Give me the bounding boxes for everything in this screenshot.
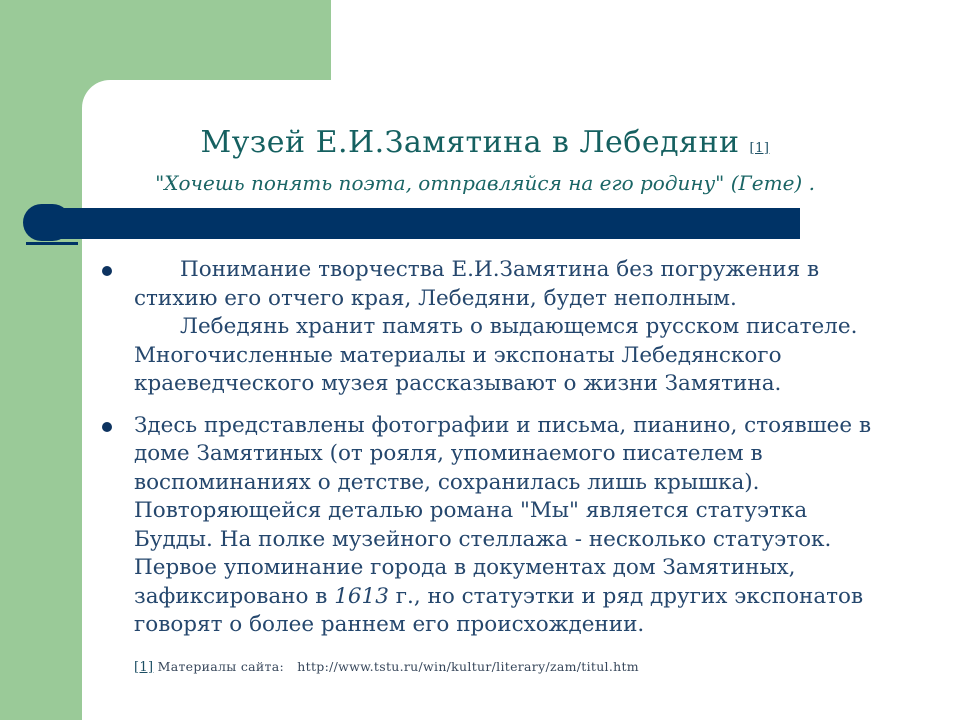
bullet-text-segment: г., но статуэтки и ряд других экспонатов говорят о более раннем его происхождении.	[134, 583, 864, 637]
bullet-icon	[102, 266, 112, 276]
bullet-paragraph	[134, 412, 892, 640]
footnote-ref[interactable]: [1]	[134, 660, 154, 675]
footnote	[134, 659, 639, 675]
footnote-url: http://www.tstu.ru/win/kultur/literary/zam/titul.htm	[297, 659, 639, 674]
bullet-text-segment: Здесь представлены фотографии и письма, пианино, стоявшее в доме Замятиных (от рояля, упоминаемого писателем в воспоминаниях о детстве, сохранилась лишь крышка). Повторяющейся деталью романа "Мы" является статуэтка Будды. На полке музейного стеллажа - несколько статуэток. Первое упоминание города в документах дом Замятиных, зафиксировано в	[134, 412, 872, 609]
bullet-icon	[102, 422, 112, 432]
bullet-item	[100, 256, 892, 399]
title-footnote-ref[interactable]: [1]	[749, 141, 770, 156]
bullet-paragraph: Понимание творчества Е.И.Замятина без погружения в стихию его отчего края, Лебедяни, будет неполным.	[134, 257, 820, 311]
title-block	[90, 126, 880, 195]
slide-title	[90, 126, 880, 166]
accent-bar-underline	[26, 242, 78, 245]
bullet-list	[100, 256, 892, 653]
slide-subtitle: "Хочешь понять поэта, отправляйся на его родину" (Гете) .	[155, 171, 815, 195]
footnote-label: Материалы сайта:	[157, 659, 284, 674]
bullet-item	[100, 412, 892, 640]
bullet-text-year: 1613	[334, 583, 389, 609]
accent-bar	[42, 208, 800, 239]
bullet-paragraph: Лебедянь хранит память о выдающемся русском писателе. Многочисленные материалы и экспонаты Лебедянского краеведческого музея рассказывают о жизни Замятина.	[134, 314, 858, 396]
slide-title-text: Музей Е.И.Замятина в Лебедяни	[200, 125, 740, 160]
